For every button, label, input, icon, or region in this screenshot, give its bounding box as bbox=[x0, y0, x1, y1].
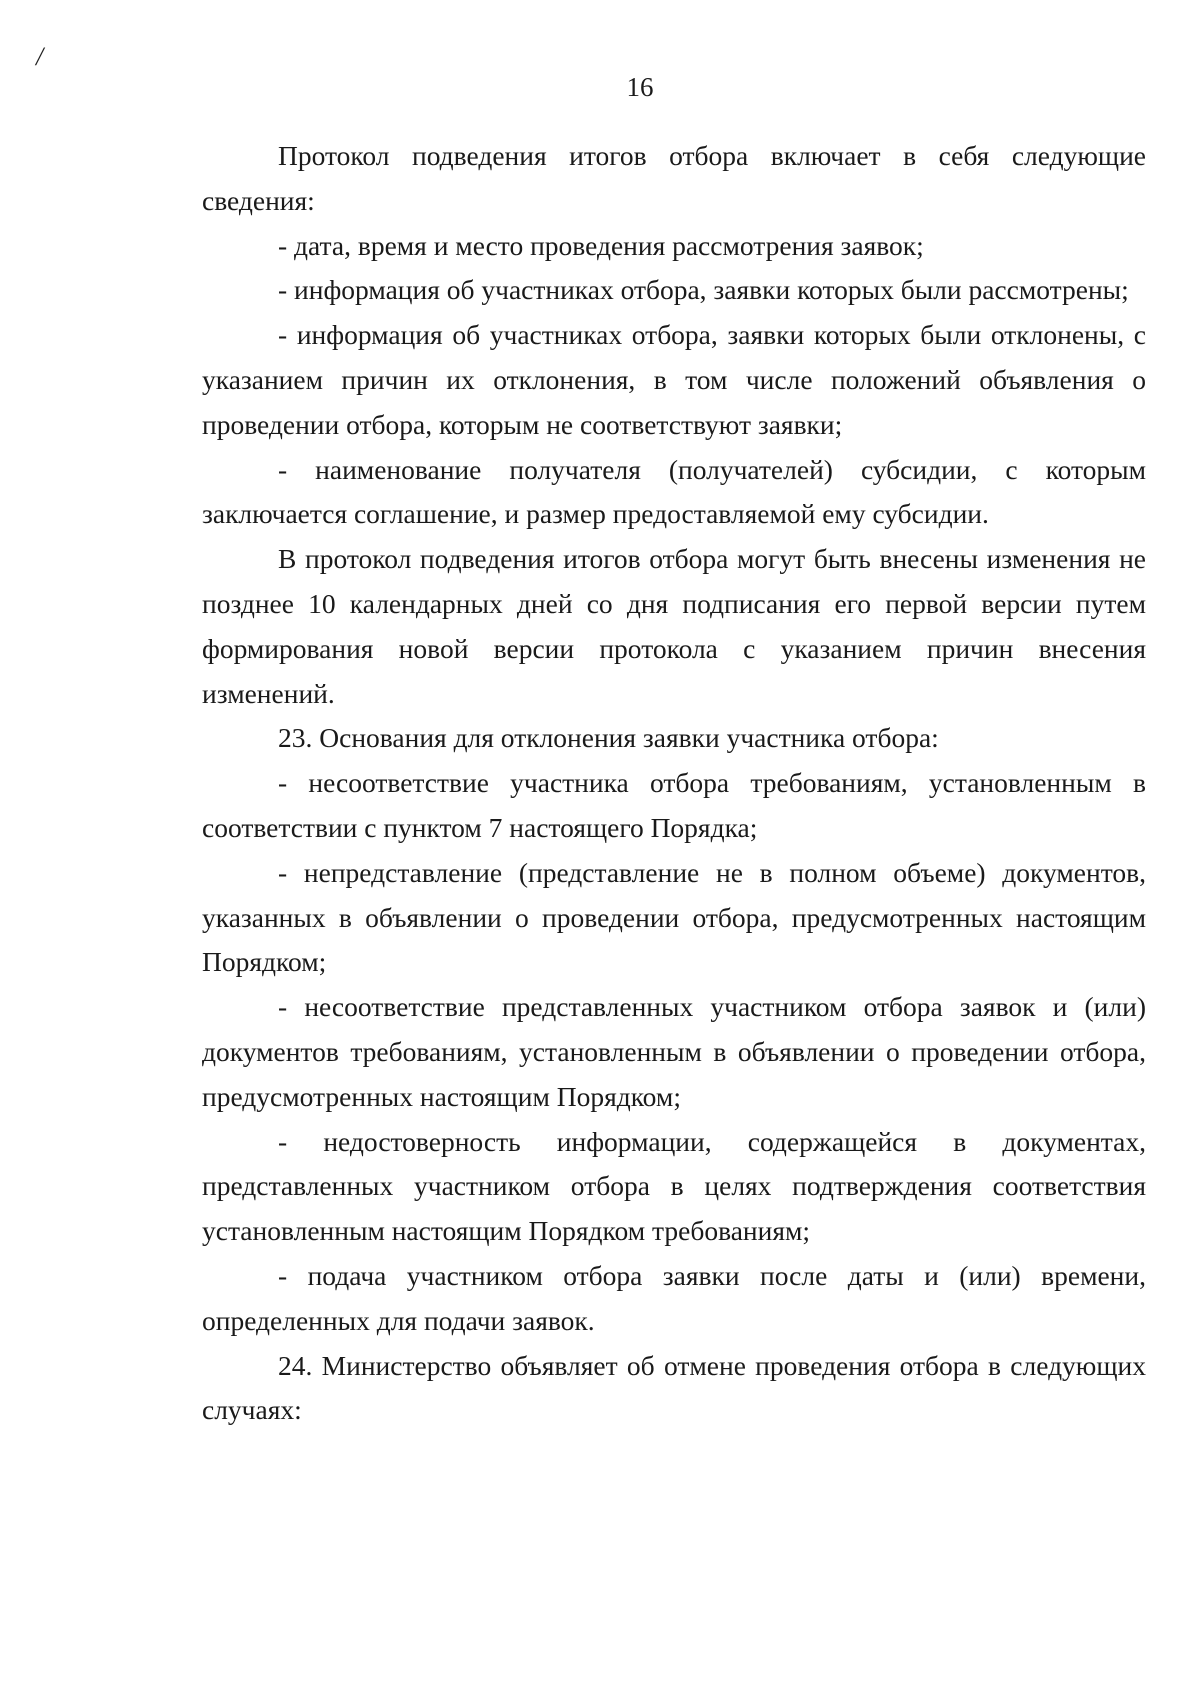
document-body bbox=[202, 134, 1146, 1433]
paragraph: - информация об участниках отбора, заявки которых были рассмотрены; bbox=[278, 274, 1129, 306]
paragraph: 23. Основания для отклонения заявки участника отбора: bbox=[278, 722, 939, 754]
paragraph: - информация об участниках отбора, заявки которых были отклонены, с указанием причин их отклонения, в том числе положений объявления о проведении отбора, которым не соответствуют заявки; bbox=[202, 319, 1146, 440]
paragraph: В протокол подведения итогов отбора могут быть внесены изменения не позднее 10 календарных дней со дня подписания его первой версии путем формирования новой версии протокола с указанием причин внесения изменений. bbox=[202, 543, 1146, 709]
corner-mark: / bbox=[36, 42, 44, 71]
paragraph: - несоответствие представленных участником отбора заявок и (или) документов требованиям, установленным в объявлении о проведении отбора, предусмотренных настоящим Порядком; bbox=[202, 991, 1146, 1112]
paragraph: 24. Министерство объявляет об отмене проведения отбора в следующих случаях: bbox=[202, 1349, 1146, 1426]
paragraph: Протокол подведения итогов отбора включает в себя следующие сведения: bbox=[202, 140, 1146, 216]
paragraph: - наименование получателя (получателей) субсидии, с которым заключается соглашение, и размер предоставляемой ему субсидии. bbox=[202, 453, 1146, 530]
paragraph: - непредставление (представление не в полном объеме) документов, указанных в объявлении о проведении отбора, предусмотренных настоящим Порядком; bbox=[202, 856, 1146, 978]
paragraph: - несоответствие участника отбора требованиям, установленным в соответствии с пунктом 7 настоящего Порядка; bbox=[202, 767, 1146, 843]
paragraph: - дата, время и место проведения рассмотрения заявок; bbox=[278, 229, 924, 261]
paragraph: - недостоверность информации, содержащейся в документах, представленных участником отбора в целях подтверждения соответствия установленным настоящим Порядком требованиям; bbox=[202, 1125, 1146, 1247]
paragraph: - подача участником отбора заявки после даты и (или) времени, определенных для подачи заявок. bbox=[202, 1259, 1146, 1336]
page-number: 16 bbox=[626, 72, 654, 102]
